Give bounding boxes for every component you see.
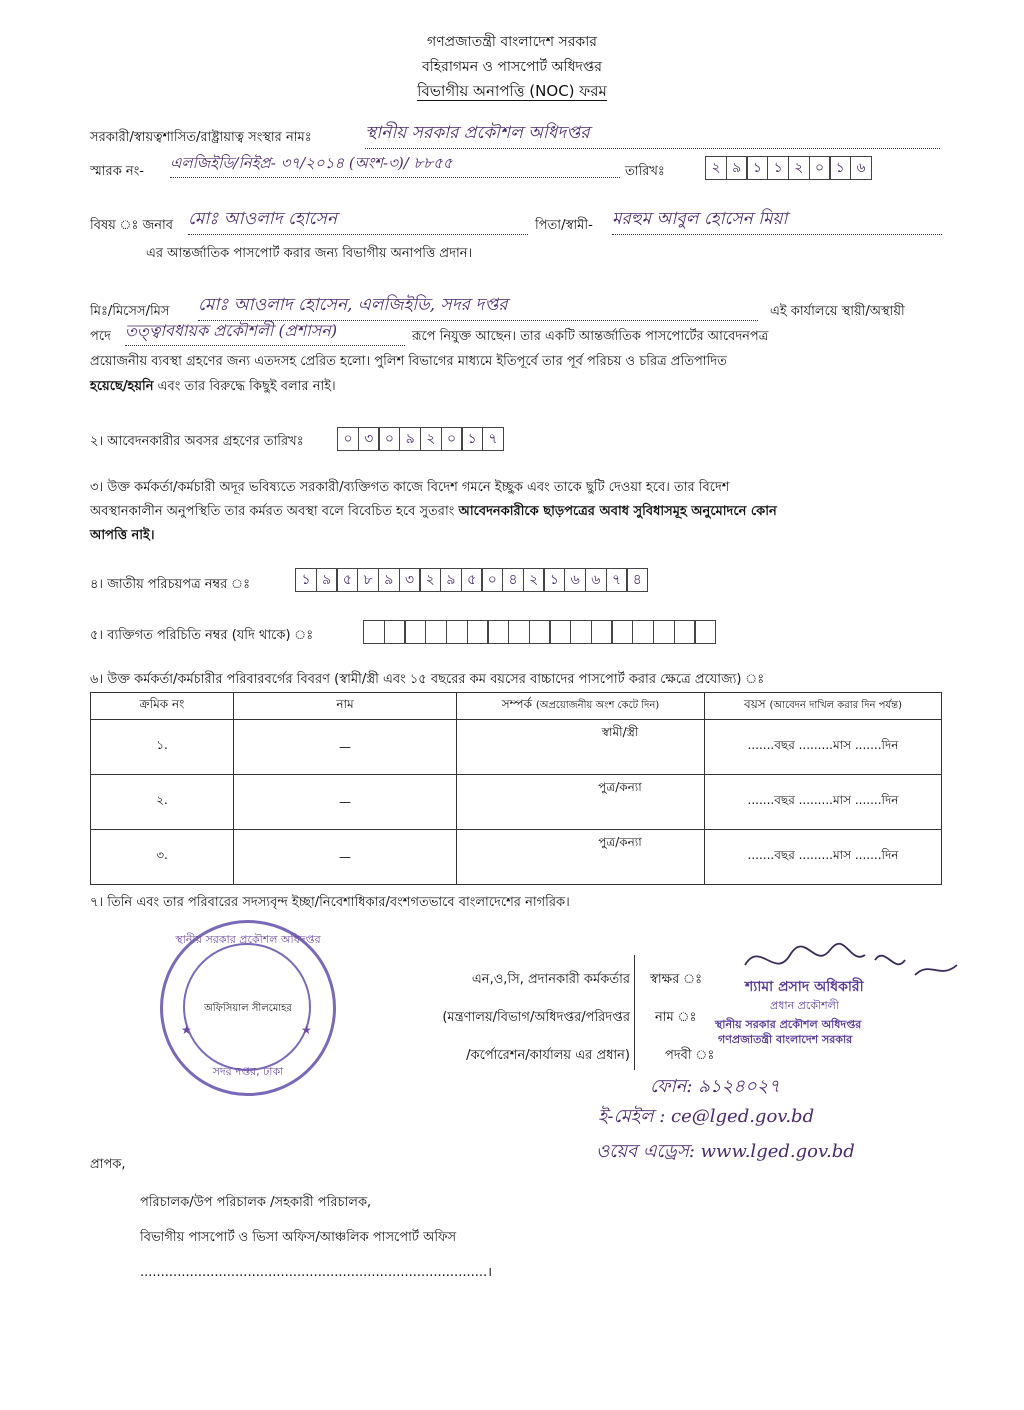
- nid-digit-box: ২: [523, 568, 545, 592]
- table-row: [91, 830, 942, 885]
- pin-digit-box: [425, 620, 447, 644]
- pin-digit-box: [529, 620, 551, 644]
- date-digit-box: ১: [767, 156, 789, 180]
- pin-label: ৫। ব্যক্তিগত পরিচিতি নম্বর (যদি থাকে) ঃ: [90, 628, 314, 643]
- pin-digit-box: [694, 620, 716, 644]
- para1-text2: প্রয়োজনীয় ব্যবস্থা গ্রহণের জন্য এতদসহ প্রেরিত হলো। পুলিশ বিভাগের মাধ্যমে ইতিপূর্বে তার পূর্ব পরিচয় ও চরিত্র প্রতিপাদিত: [90, 354, 727, 369]
- department-title: বহিরাগমন ও পাসপোর্ট অধিদপ্তর: [421, 59, 603, 75]
- memo-label: স্মারক নং-: [90, 164, 144, 179]
- pin-digit-box: [487, 620, 509, 644]
- nid-digit-box: ০: [481, 568, 503, 592]
- subject-name: মোঃ আওলাদ হোসেন: [188, 206, 528, 235]
- email-address: ই-মেইল : ce@lged.gov.bd: [598, 1106, 815, 1127]
- recipient-line1: পরিচালক/উপ পরিচালক /সহকারী পরিচালক,: [140, 1195, 372, 1210]
- nid-digit-box: ১: [543, 568, 565, 592]
- date-digit-box: ২: [788, 156, 810, 180]
- row-name: —: [234, 720, 457, 775]
- nid-digit-box: ৩: [399, 568, 421, 592]
- pin-digit-box: [632, 620, 654, 644]
- nid-boxes: [295, 568, 647, 592]
- applicant-name: মোঃ আওলাদ হোসেন, এলজিইডি, সদর দপ্তর: [198, 292, 758, 321]
- date-digit-box: ১: [746, 156, 768, 180]
- subject-tail: এর আন্তর্জাতিক পাসপোর্ট করার জন্য বিভাগীয় অনাপত্তি প্রদান।: [146, 246, 473, 261]
- pin-digit-box: [446, 620, 468, 644]
- noc-line3: /কর্পোরেশন/কার্যালয় এর প্রধান): [466, 1048, 630, 1063]
- nid-digit-box: ৪: [502, 568, 524, 592]
- recipient-line2: বিভাগীয় পাসপোর্ট ও ভিসা অফিস/আঞ্চলিক পাসপোর্ট অফিস: [140, 1230, 457, 1245]
- seal-bottom-text: সদর দপ্তর, ঢাকা: [212, 1065, 284, 1078]
- subject-label: বিষয় ঃ জনাব: [90, 218, 174, 233]
- pin-digit-box: [611, 620, 633, 644]
- table-row: [91, 775, 942, 830]
- nid-digit-box: ৬: [585, 568, 607, 592]
- web-address: ওয়েব এড্রেস: www.lged.gov.bd: [596, 1141, 855, 1162]
- memo-number: এলজিইডি/নিইপ্র- ৩৭/২০১৪ (অংশ-৩)/ ৮৮৫৫: [170, 152, 620, 178]
- father-name: মরহুম আবুল হোসেন মিয়া: [612, 206, 942, 235]
- pin-digit-box: [363, 620, 385, 644]
- govt-title: গণপ্রজাতন্ত্রী বাংলাদেশ সরকার: [427, 34, 597, 50]
- col-age: বয়স (আবেদন দাখিল করার দিন পর্যন্ত): [705, 693, 942, 720]
- row-age: .......বছর .........মাস .......দিন: [705, 775, 942, 830]
- date-digit-box: ২: [705, 156, 727, 180]
- col-serial: ক্রমিক নং: [91, 693, 234, 720]
- retire-digit-box: ২: [420, 427, 442, 451]
- nid-label: ৪। জাতীয় পরিচয়পত্র নম্বর ঃ: [90, 577, 251, 592]
- para1-text1: রূপে নিযুক্ত আছেন। তার একটি আন্তর্জাতিক পাসপোর্টের আবেদনপত্র: [412, 329, 769, 344]
- retire-digit-box: ৭: [482, 427, 504, 451]
- designation-label: পদবী ঃ: [665, 1048, 715, 1063]
- date-boxes: [705, 156, 871, 180]
- name-label: নাম ঃ: [655, 1010, 697, 1025]
- pin-digit-box: [467, 620, 489, 644]
- row-name: —: [234, 775, 457, 830]
- retire-digit-box: ০: [337, 427, 359, 451]
- recipient-line3: ....................................................................................।: [140, 1265, 493, 1280]
- signature-label: স্বাক্ষর ঃ: [650, 972, 703, 987]
- date-digit-box: ০: [809, 156, 831, 180]
- nid-digit-box: ৫: [461, 568, 483, 592]
- pin-digit-box: [674, 620, 696, 644]
- officer-name: শ্যামা প্রসাদ অধিকারী: [745, 979, 864, 995]
- officer-title: প্রধান প্রকৌশলী: [770, 999, 839, 1012]
- retire-digit-box: ১: [461, 427, 483, 451]
- family-table: [90, 692, 942, 885]
- item3-text1: ৩। উক্ত কর্মকর্তা/কর্মচারী অদূর ভবিষ্যতে সরকারী/ব্যক্তিগত কাজে বিদেশ গমনে ইচ্ছুক এবং তাকে ছুটি দেওয়া হবে। তার বিদেশ: [90, 480, 730, 495]
- row-relation: পুত্র/কন্যা: [457, 830, 705, 885]
- col-name: নাম: [234, 693, 457, 720]
- phone-number: ফোন: ৯১২৪০২৭: [650, 1076, 781, 1097]
- family-label: ৬। উক্ত কর্মকর্তা/কর্মচারীর পরিবারবর্গের বিবরণ (স্বামী/স্ত্রী এবং ১৫ বছরের কম বয়সের বাচ্চাদের পাসপোর্ট করার ক্ষেত্রে প্রযোজ্য) ঃ: [90, 672, 765, 687]
- office-text: এই কার্যালয়ে স্থায়ী/অস্থায়ী: [770, 304, 905, 319]
- nid-digit-box: ২: [419, 568, 441, 592]
- row-serial: ১.: [91, 720, 234, 775]
- nid-digit-box: ৯: [316, 568, 338, 592]
- date-digit-box: ১: [829, 156, 851, 180]
- date-digit-box: ৯: [726, 156, 748, 180]
- row-age: .......বছর .........মাস .......দিন: [705, 720, 942, 775]
- item3-text3: আপত্তি নাই।: [90, 528, 155, 543]
- nid-digit-box: ৭: [606, 568, 628, 592]
- pin-digit-box: [549, 620, 571, 644]
- noc-line2: (মন্ত্রণালয়/বিভাগ/অধিদপ্তর/পরিদপ্তর: [442, 1010, 630, 1025]
- retire-digit-box: ৩: [358, 427, 380, 451]
- noc-line1: এন,ও,সি, প্রদানকারী কর্মকর্তার: [471, 972, 630, 987]
- org-value: স্থানীয় সরকার প্রকৌশল অধিদপ্তর: [365, 120, 940, 149]
- org-label: সরকারী/স্বায়ত্বশাসিত/রাষ্ট্রায়াত্ব সংস্থার নামঃ: [90, 130, 312, 145]
- row-age: .......বছর .........মাস .......দিন: [705, 830, 942, 885]
- nid-digit-box: ৮: [357, 568, 379, 592]
- date-digit-box: ৬: [850, 156, 872, 180]
- nid-digit-box: ৬: [564, 568, 586, 592]
- pin-boxes: [363, 620, 715, 644]
- citizenship-text: ৭। তিনি এবং তার পরিবারের সদস্যবৃন্দ ইচ্ছা/নিবেশাধিকার/বংশগতভাবে বাংলাদেশের নাগরিক।: [90, 895, 570, 910]
- pin-digit-box: [384, 620, 406, 644]
- nid-digit-box: ৪: [626, 568, 648, 592]
- row-relation: স্বামী/স্ত্রী: [457, 720, 705, 775]
- retire-digit-box: ০: [378, 427, 400, 451]
- officer-dept: স্থানীয় সরকার প্রকৌশল অধিদপ্তর: [715, 1018, 862, 1031]
- nid-digit-box: ১: [295, 568, 317, 592]
- seal-top-text: স্থানীয় সরকার প্রকৌশল অধিদপ্তর: [175, 933, 321, 946]
- seal-middle-text: অফিসিয়াল সীলমোহর: [204, 1003, 292, 1014]
- para1-text3: হয়েছে/হয়নি এবং তার বিরুদ্ধে কিছুই বলার নাই।: [90, 379, 336, 394]
- officer-govt: গণপ্রজাতন্ত্রী বাংলাদেশ সরকার: [718, 1033, 853, 1046]
- seal-star-icon: ★: [181, 1023, 192, 1037]
- pin-digit-box: [404, 620, 426, 644]
- nid-digit-box: ৫: [336, 568, 358, 592]
- pin-digit-box: [570, 620, 592, 644]
- para1-prefix: মিঃ/মিসেস/মিস: [90, 304, 170, 319]
- nid-digit-box: ৯: [440, 568, 462, 592]
- seal-star-icon: ★: [301, 1023, 312, 1037]
- form-title: বিভাগীয় অনাপত্তি (NOC) ফরম: [417, 82, 607, 100]
- retire-digit-box: ০: [441, 427, 463, 451]
- table-header-row: [91, 693, 942, 720]
- applicant-post: তত্ত্বাবধায়ক প্রকৌশলী (প্রশাসন): [125, 318, 405, 346]
- retire-digit-box: ৯: [399, 427, 421, 451]
- row-serial: ২.: [91, 775, 234, 830]
- pin-digit-box: [508, 620, 530, 644]
- table-row: [91, 720, 942, 775]
- retire-date-boxes: [337, 427, 503, 451]
- row-relation: পুত্র/কন্যা: [457, 775, 705, 830]
- retire-label: ২। আবেদনকারীর অবসর গ্রহণের তারিখঃ: [90, 434, 304, 449]
- nid-digit-box: ৯: [378, 568, 400, 592]
- date-label: তারিখঃ: [625, 164, 665, 179]
- row-serial: ৩.: [91, 830, 234, 885]
- pin-digit-box: [653, 620, 675, 644]
- row-name: —: [234, 830, 457, 885]
- item3-text2: অবস্থানকালীন অনুপস্থিতি তার কর্মরত অবস্থা বলে বিবেচিত হবে সুতরাং আবেদনকারীকে ছাড়পত্রের অবাধ সুবিধাসমূহ অনুমোদনে কোন: [90, 504, 777, 519]
- official-seal: [160, 920, 336, 1096]
- father-label: পিতা/স্বামী-: [535, 218, 593, 233]
- divider: [634, 955, 635, 1070]
- recipient-label: প্রাপক,: [90, 1157, 126, 1172]
- post-prefix: পদে: [90, 329, 111, 344]
- col-relation: সম্পর্ক (অপ্রয়োজনীয় অংশ কেটে দিন): [457, 693, 705, 720]
- pin-digit-box: [591, 620, 613, 644]
